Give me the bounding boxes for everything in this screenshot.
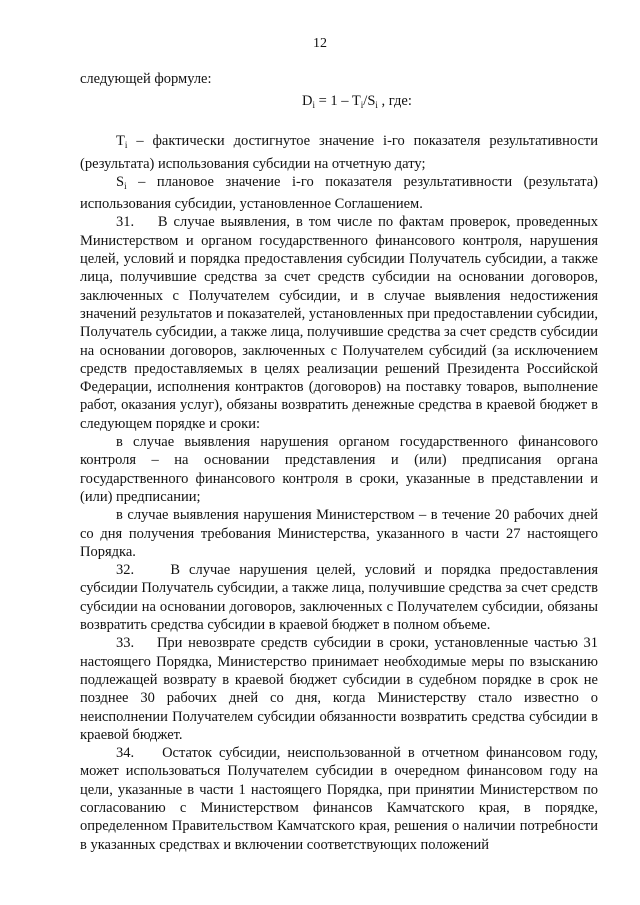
formula-slash: / (363, 93, 368, 110)
formula-s-sub: i (375, 100, 378, 111)
formula (80, 90, 598, 116)
formula-t-sub: i (360, 100, 364, 111)
intro-line: следующей формуле: (80, 71, 212, 87)
formula-lhs-sub: i (312, 100, 315, 111)
definition-text: – плановое значение i-го показателя результативности (результата) использования субсидии, установленное Соглашением. (80, 173, 598, 213)
definition-sub: i (124, 140, 128, 151)
formula-lhs: D (302, 93, 313, 110)
definition-sub: i (124, 180, 127, 191)
definition-text: – фактически достигнутое значение i-го показателя результативности (результата) использования субсидии на отчетную дату; (80, 133, 598, 172)
page-number: 12 (313, 36, 327, 51)
formula-tail: , где: (377, 93, 412, 110)
definition-symbol: T (116, 133, 125, 150)
definition-symbol: S (116, 173, 125, 190)
paragraph-33: 33. При невозврате средств субсидии в сроки, установленные частью 31 настоящего Порядка, Министерство принимает необходимые меры по взысканию подлежащей возврату в краевой бюджет субсидии в судебном порядке в срок не позднее 30 рабочих дней со дня, когда Министерству стало известно о неисполнении Получателем субсидии обязанности возвратить средства субсидии в краевой бюджет. (80, 635, 598, 743)
document-body (80, 70, 598, 854)
paragraph-31-case-control-body: в случае выявления нарушения органом государственного финансового контроля – на основании представления и (или) предписания органа государственного финансового контроля в сроки, указанные в представлении и (или) предписании; (80, 434, 598, 505)
formula-t: T (351, 93, 361, 110)
definition-si (80, 173, 598, 214)
paragraph-31: 31. В случае выявления, в том числе по фактам проверок, проведенных Министерством и органом государственного финансового контроля, нарушения целей, условий и порядка предоставления субсидии Получатель субсидии, а также лица, получившие средства за счет средств субсидии на основании договоров, заключенных с Получателем субсидии, и в случае выявления недостижения значений результатов и показателей, установленных при предоставлении субсидии, Получатель субсидии, а также лица, получившие средства за счет средств субсидии на основании договоров, заключенных с Получателем субсидий (за исключением средств предоставляемых в целях реализации решений Президента Российской Федерации, исполнения контрактов (договоров) на поставку товаров, выполнение работ, оказания услуг), обязаны возвратить денежные средства в краевой бюджет в следующем порядке и сроки: (80, 214, 598, 432)
formula-operator: = 1 – (315, 93, 352, 110)
definition-ti (80, 132, 598, 173)
paragraph-31-case-ministry: в случае выявления нарушения Министерством – в течение 20 рабочих дней со дня получения требования Министерства, указанного в части 27 настоящего Порядка. (80, 507, 598, 560)
formula-s: S (367, 93, 376, 110)
paragraph-32: 32. В случае нарушения целей, условий и порядка предоставления субсидии Получатель субсидии, а также лица, получившие средства за счет средств субсидии на основании договоров, заключенных с Получателем субсидии, обязаны возвратить средства субсидии в краевой бюджет в полном объеме. (80, 562, 598, 634)
paragraph-34: 34. Остаток субсидии, неиспользованной в отчетном финансовом году, может использоваться Получателем субсидии в очередном финансовом году на цели, указанные в части 1 настоящего Порядка, при принятии Министерством по согласованию с Министерством финансов Камчатского края, в порядке, определенном Правительством Камчатского края, решения о наличии потребности в указанных средствах и включении соответствующих положений (80, 745, 598, 853)
